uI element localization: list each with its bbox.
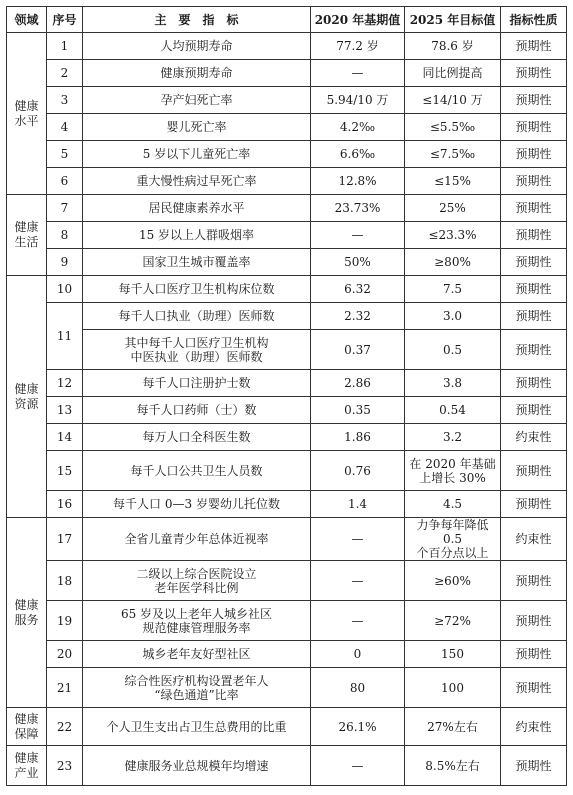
target-value: ≤5.5‰ [405, 114, 501, 141]
indicator-name: 居民健康素养水平 [83, 195, 311, 222]
row-number: 8 [47, 222, 83, 249]
table-row [7, 518, 567, 561]
row-number: 7 [47, 195, 83, 222]
table-row [7, 746, 567, 786]
target-value: 0.5 [405, 330, 501, 370]
table-row [7, 168, 567, 195]
target-value: ≤14/10 万 [405, 87, 501, 114]
indicator-name: 每千人口 0—3 岁婴幼儿托位数 [83, 491, 311, 518]
nature-value: 约束性 [501, 424, 567, 451]
target-value: 78.6 岁 [405, 33, 501, 60]
indicator-name: 其中每千人口医疗卫生机构 中医执业（助理）医师数 [83, 330, 311, 370]
table-row [7, 276, 567, 303]
row-number: 5 [47, 141, 83, 168]
nature-value: 预期性 [501, 491, 567, 518]
nature-value: 预期性 [501, 114, 567, 141]
base-value: 1.4 [311, 491, 405, 518]
indicator-name: 婴儿死亡率 [83, 114, 311, 141]
target-value: ≥60% [405, 561, 501, 601]
nature-value: 预期性 [501, 746, 567, 786]
indicator-name: 健康服务业总规模年均增速 [83, 746, 311, 786]
target-value: 100 [405, 668, 501, 708]
table-row [7, 451, 567, 491]
row-number: 17 [47, 518, 83, 561]
header-number: 序号 [47, 7, 83, 33]
base-value: 4.2‰ [311, 114, 405, 141]
target-value: 7.5 [405, 276, 501, 303]
table-row [7, 60, 567, 87]
header-domain: 领域 [7, 7, 47, 33]
table-row [7, 601, 567, 641]
header-nature: 指标性质 [501, 7, 567, 33]
indicator-table [6, 6, 567, 786]
base-value: 0.76 [311, 451, 405, 491]
indicator-name: 人均预期寿命 [83, 33, 311, 60]
base-value: — [311, 518, 405, 561]
target-value: 3.0 [405, 303, 501, 330]
base-value: 0 [311, 641, 405, 668]
indicator-name: 每万人口全科医生数 [83, 424, 311, 451]
nature-value: 预期性 [501, 276, 567, 303]
indicator-name: 5 岁以下儿童死亡率 [83, 141, 311, 168]
table-row [7, 114, 567, 141]
base-value: 6.32 [311, 276, 405, 303]
row-number: 6 [47, 168, 83, 195]
nature-value: 预期性 [501, 303, 567, 330]
category-health-service [7, 518, 47, 708]
nature-value: 预期性 [501, 601, 567, 641]
row-number: 15 [47, 451, 83, 491]
header-indicator: 主 要 指 标 [83, 7, 311, 33]
row-number: 11 [47, 303, 83, 370]
indicator-name: 每千人口药师（士）数 [83, 397, 311, 424]
target-value: 0.54 [405, 397, 501, 424]
category-label: 健康 保障 [14, 711, 39, 741]
base-value: — [311, 561, 405, 601]
category-label: 健康 资源 [14, 381, 39, 411]
nature-value: 预期性 [501, 668, 567, 708]
row-number: 14 [47, 424, 83, 451]
indicator-name: 个人卫生支出占卫生总费用的比重 [83, 708, 311, 746]
base-value: 0.37 [311, 330, 405, 370]
indicator-name: 每千人口注册护士数 [83, 370, 311, 397]
table-row [7, 561, 567, 601]
indicator-name: 城乡老年友好型社区 [83, 641, 311, 668]
target-value: 3.8 [405, 370, 501, 397]
row-number: 21 [47, 668, 83, 708]
base-value: 2.32 [311, 303, 405, 330]
nature-value: 预期性 [501, 141, 567, 168]
row-number: 13 [47, 397, 83, 424]
indicator-name: 每千人口医疗卫生机构床位数 [83, 276, 311, 303]
indicator-name: 重大慢性病过早死亡率 [83, 168, 311, 195]
category-health-industry [7, 746, 47, 786]
target-value: 27%左右 [405, 708, 501, 746]
indicator-name: 二级以上综合医院设立 老年医学科比例 [83, 561, 311, 601]
target-value: ≥72% [405, 601, 501, 641]
category-health-level [7, 33, 47, 195]
nature-value: 预期性 [501, 33, 567, 60]
base-value: 1.86 [311, 424, 405, 451]
row-number: 23 [47, 746, 83, 786]
nature-value: 预期性 [501, 451, 567, 491]
nature-value: 预期性 [501, 561, 567, 601]
nature-value: 约束性 [501, 708, 567, 746]
base-value: 80 [311, 668, 405, 708]
table-row [7, 195, 567, 222]
nature-value: 预期性 [501, 641, 567, 668]
indicator-name: 健康预期寿命 [83, 60, 311, 87]
category-label: 健康 产业 [14, 750, 39, 780]
table-row [7, 141, 567, 168]
base-value: — [311, 60, 405, 87]
table-row [7, 668, 567, 708]
indicator-name: 每千人口执业（助理）医师数 [83, 303, 311, 330]
row-number: 1 [47, 33, 83, 60]
row-number: 18 [47, 561, 83, 601]
base-value: 5.94/10 万 [311, 87, 405, 114]
row-number: 3 [47, 87, 83, 114]
nature-value: 预期性 [501, 222, 567, 249]
row-number: 20 [47, 641, 83, 668]
target-value: ≥80% [405, 249, 501, 276]
indicator-name: 65 岁及以上老年人城乡社区 规范健康管理服务率 [83, 601, 311, 641]
indicator-name: 全省儿童青少年总体近视率 [83, 518, 311, 561]
row-number: 10 [47, 276, 83, 303]
row-number: 9 [47, 249, 83, 276]
target-value: 同比例提高 [405, 60, 501, 87]
base-value: — [311, 601, 405, 641]
nature-value: 预期性 [501, 397, 567, 424]
base-value: 0.35 [311, 397, 405, 424]
indicator-name: 综合性医疗机构设置老年人 “绿色通道”比率 [83, 668, 311, 708]
table-row [7, 330, 567, 370]
indicator-name: 15 岁以上人群吸烟率 [83, 222, 311, 249]
base-value: 6.6‰ [311, 141, 405, 168]
nature-value: 预期性 [501, 168, 567, 195]
indicator-name: 孕产妇死亡率 [83, 87, 311, 114]
base-value: 2.86 [311, 370, 405, 397]
category-health-resource [7, 276, 47, 518]
base-value: 23.73% [311, 195, 405, 222]
table-row [7, 222, 567, 249]
target-value: 8.5%左右 [405, 746, 501, 786]
row-number: 2 [47, 60, 83, 87]
table-row [7, 397, 567, 424]
target-value: ≤23.3% [405, 222, 501, 249]
target-value: 在 2020 年基础 上增长 30% [405, 451, 501, 491]
target-value: ≤7.5‰ [405, 141, 501, 168]
category-label: 健康 水平 [14, 98, 39, 128]
base-value: 77.2 岁 [311, 33, 405, 60]
table-row [7, 87, 567, 114]
base-value: 12.8% [311, 168, 405, 195]
target-value: 25% [405, 195, 501, 222]
category-health-security [7, 708, 47, 746]
nature-value: 预期性 [501, 249, 567, 276]
nature-value: 约束性 [501, 518, 567, 561]
header-row [7, 7, 567, 33]
table-row [7, 708, 567, 746]
table-row [7, 424, 567, 451]
table-row [7, 303, 567, 330]
target-value: 150 [405, 641, 501, 668]
category-label: 健康 服务 [14, 597, 39, 627]
table-row [7, 33, 567, 60]
table-row [7, 491, 567, 518]
target-value: 力争每年降低 0.5 个百分点以上 [405, 518, 501, 561]
nature-value: 预期性 [501, 87, 567, 114]
header-target-2025: 2025 年目标值 [405, 7, 501, 33]
row-number: 19 [47, 601, 83, 641]
target-value: 3.2 [405, 424, 501, 451]
indicator-name: 每千人口公共卫生人员数 [83, 451, 311, 491]
table-row [7, 641, 567, 668]
target-value: ≤15% [405, 168, 501, 195]
indicator-name: 国家卫生城市覆盖率 [83, 249, 311, 276]
nature-value: 预期性 [501, 330, 567, 370]
row-number: 4 [47, 114, 83, 141]
row-number: 16 [47, 491, 83, 518]
category-label: 健康 生活 [14, 220, 39, 249]
table-row [7, 370, 567, 397]
table-row [7, 249, 567, 276]
base-value: 50% [311, 249, 405, 276]
row-number: 22 [47, 708, 83, 746]
target-value: 4.5 [405, 491, 501, 518]
base-value: — [311, 222, 405, 249]
category-health-life [7, 195, 47, 276]
nature-value: 预期性 [501, 370, 567, 397]
base-value: — [311, 746, 405, 786]
header-base-2020: 2020 年基期值 [311, 7, 405, 33]
nature-value: 预期性 [501, 195, 567, 222]
row-number: 12 [47, 370, 83, 397]
nature-value: 预期性 [501, 60, 567, 87]
base-value: 26.1% [311, 708, 405, 746]
